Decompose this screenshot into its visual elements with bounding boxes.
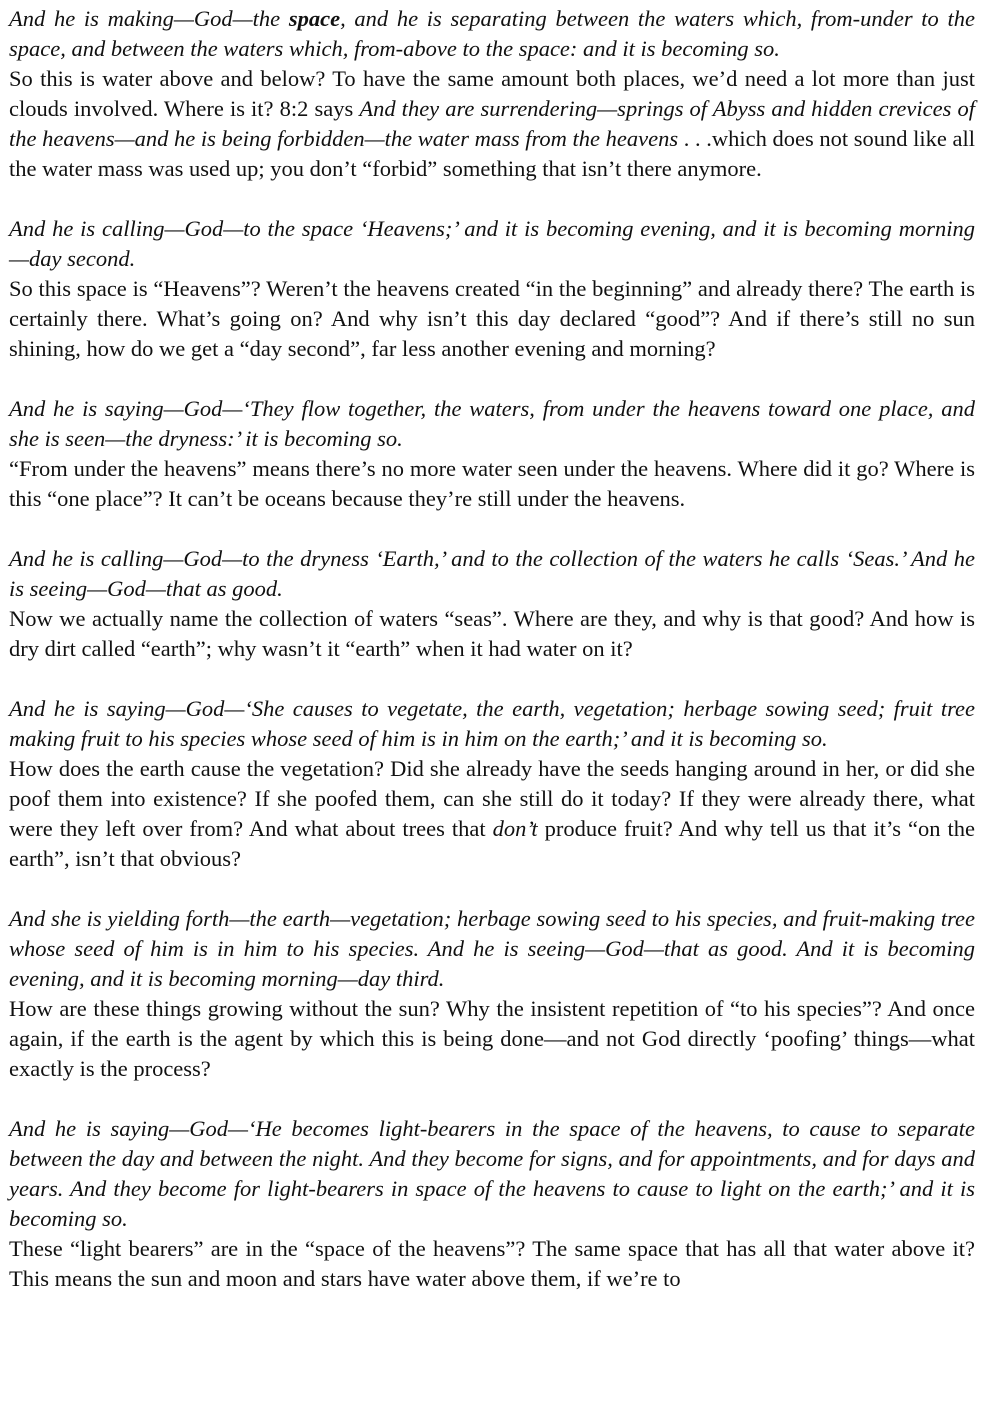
commentary-segment: produce fruit? And why tell us that it’s “on the earth”, isn’t that obvious? (9, 816, 975, 871)
commentary-text: How are these things growing without the sun? Why the insistent repetition of “to his species”? And once again, if the earth is the agent by which this is being done—and not God directly ‘poofing’ things—what exactly is the process? (9, 996, 975, 1081)
commentary-segment: How does the earth cause the vegetation? Did she already have the seeds hanging around in her, or did she poof them into existence? If she poofed them, can she still do it today? If they were already there, what were they left over from? And what about trees that (9, 756, 975, 841)
verse-text: And he is saying—God—‘She causes to vegetate, the earth, vegetation; herbage sowing seed; fruit tree making fruit to his species whose seed of him is in him on the earth;’ and it is becoming so. (9, 696, 975, 751)
document-page (9, 4, 975, 1324)
emphasized-word: don’t (492, 816, 538, 841)
verse-text (9, 4, 975, 64)
quoted-verse: And they are surrendering—springs of Abyss and hidden crevices of the heavens—and he is being forbidden—the water mass from the heavens (9, 96, 975, 151)
section-6 (9, 904, 975, 1084)
section-3 (9, 394, 975, 514)
verse-text: And he is calling—God—to the dryness ‘Earth,’ and to the collection of the waters he calls ‘Seas.’ And he is seeing—God—that as good. (9, 546, 975, 601)
verse-text: And he is calling—God—to the space ‘Heavens;’ and it is becoming evening, and it is becoming morning—day second. (9, 216, 975, 271)
commentary-text (9, 754, 975, 874)
verse-segment: , and he is separating between the waters which, from-under to the space, and between the waters which, from-above to the space: and it is becoming so. (9, 6, 975, 61)
commentary-text: So this space is “Heavens”? Weren’t the heavens created “in the beginning” and already there? The earth is certainly there. What’s going on? And why isn’t this day declared “good”? And if there’s still no sun shining, how do we get a “day second”, far less another evening and morning? (9, 276, 975, 361)
verse-emphasis: space (288, 6, 341, 31)
commentary-segment: So this is water above and below? To have the same amount both places, we’d need a lot more than just clouds involved. Where is it? 8:2 says (9, 66, 975, 121)
section-1 (9, 4, 975, 184)
verse-segment: And he is making—God—the (9, 6, 289, 31)
section-7 (9, 1114, 975, 1294)
commentary-text (9, 64, 975, 184)
section-5 (9, 694, 975, 874)
commentary-text: “From under the heavens” means there’s no more water seen under the heavens. Where did it go? Where is this “one place”? It can’t be oceans because they’re still under the heavens. (9, 456, 975, 511)
commentary-segment: . . .which does not sound like all the water mass was used up; you don’t “forbid” something that isn’t there anymore. (9, 126, 975, 181)
commentary-text: Now we actually name the collection of waters “seas”. Where are they, and why is that good? And how is dry dirt called “earth”; why wasn’t it “earth” when it had water on it? (9, 606, 975, 661)
verse-text: And she is yielding forth—the earth—vegetation; herbage sowing seed to his species, and fruit-making tree whose seed of him is in him to his species. And he is seeing—God—that as good. And it is becoming evening, and it is becoming morning—day third. (9, 906, 975, 991)
verse-text: And he is saying—God—‘They flow together, the waters, from under the heavens toward one place, and she is seen—the dryness:’ it is becoming so. (9, 396, 975, 451)
verse-text: And he is saying—God—‘He becomes light-bearers in the space of the heavens, to cause to separate between the day and between the night. And they become for signs, and for appointments, and for days and years. And they become for light-bearers in space of the heavens to cause to light on the earth;’ and it is becoming so. (9, 1116, 975, 1231)
section-2 (9, 214, 975, 364)
section-4 (9, 544, 975, 664)
commentary-text: These “light bearers” are in the “space of the heavens”? The same space that has all that water above it? This means the sun and moon and stars have water above them, if we’re to (9, 1236, 975, 1291)
